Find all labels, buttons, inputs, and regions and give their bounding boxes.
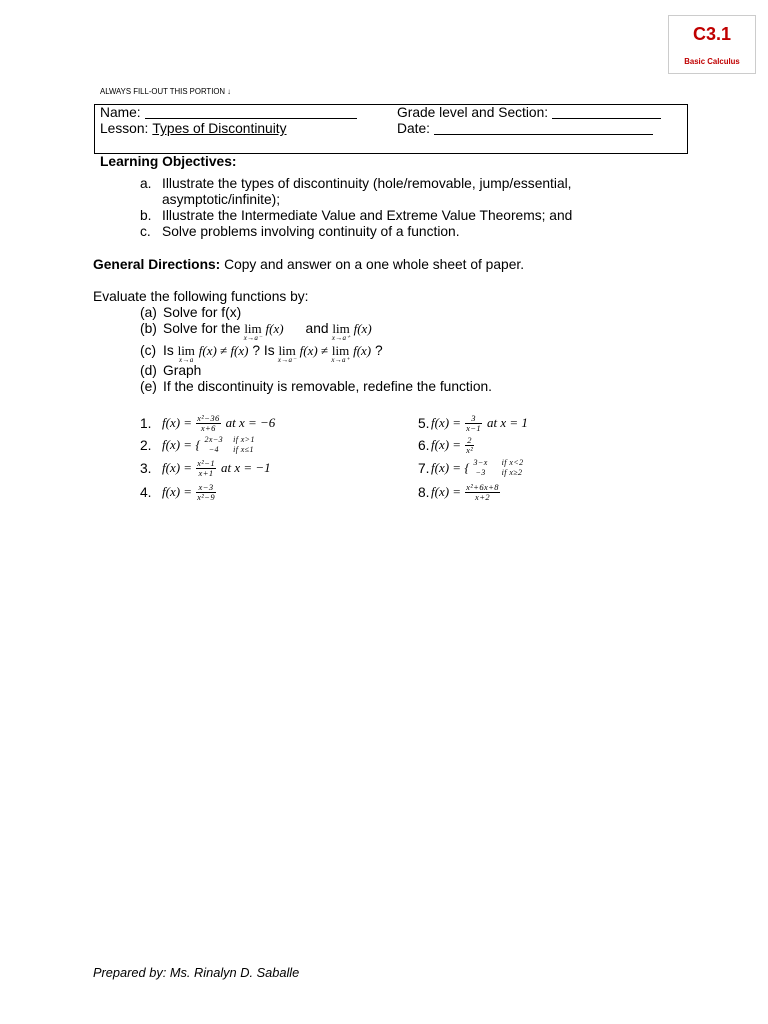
limit-operator: lim	[331, 343, 350, 358]
problem-2	[140, 435, 255, 455]
problem-number: 5.	[418, 415, 430, 431]
step-e	[140, 379, 492, 395]
general-directions	[93, 257, 524, 273]
prepared-by-footer: Prepared by: Ms. Rinalyn D. Saballe	[93, 965, 300, 980]
piecewise-cases	[474, 458, 524, 478]
denominator: x+6	[196, 423, 221, 433]
limit-subscript: x→a⁻	[277, 356, 297, 364]
limit-subscript: x→a⁺	[331, 356, 350, 364]
right-limit	[331, 343, 350, 364]
conjunction: and	[305, 321, 329, 336]
step-b	[140, 321, 372, 342]
point-condition: at x = 1	[487, 415, 528, 430]
limit-subscript: x→a	[178, 356, 194, 364]
step-marker: (d)	[140, 363, 157, 378]
step-text: Is	[263, 343, 275, 358]
case-condition: if x≤1	[233, 445, 254, 454]
limit-operator: lim	[177, 343, 195, 358]
numerator: x²+6x+8	[466, 481, 499, 492]
limit-subscript: x→a⁺	[331, 334, 351, 342]
function-lhs: f(x) = {	[162, 437, 201, 452]
denominator: x+1	[196, 468, 216, 478]
fraction	[196, 483, 216, 502]
objectives-heading: Learning Objectives:	[100, 154, 237, 169]
function-lhs: f(x) = {	[431, 460, 470, 475]
grade-section-field	[397, 105, 661, 121]
problem-number: 1.	[140, 415, 152, 431]
problem-5	[418, 413, 528, 433]
name-blank-line	[145, 118, 357, 119]
step-a	[140, 305, 241, 321]
objective-marker: a.	[140, 176, 152, 191]
numerator: x−3	[198, 481, 214, 492]
problem-8	[418, 482, 503, 502]
step-text: If the discontinuity is removable, redefine the function.	[163, 379, 493, 394]
problem-1	[140, 413, 275, 433]
problem-number: 2.	[140, 437, 152, 453]
lesson-title: Types of Discontinuity	[152, 121, 287, 136]
name-field	[100, 105, 357, 121]
fraction	[196, 459, 216, 478]
step-marker: (a)	[140, 305, 157, 320]
numerator: 2	[467, 434, 472, 445]
problem-number: 7.	[418, 460, 430, 476]
date-label: Date:	[397, 121, 430, 136]
function-lhs: f(x) =	[162, 484, 193, 499]
case-expression: −3	[475, 468, 486, 477]
limit-subscript: x→a⁻	[243, 334, 263, 342]
problem-number: 8.	[418, 484, 430, 500]
subject-name: Basic Calculus	[684, 57, 740, 66]
fraction	[465, 436, 474, 455]
function-lhs: f(x) =	[162, 415, 193, 430]
question-mark: ?	[374, 343, 383, 358]
case-expressions	[474, 458, 488, 478]
function-lhs: f(x) =	[162, 460, 193, 475]
fill-out-notice: ALWAYS FILL-OUT THIS PORTION ↓	[100, 87, 232, 96]
case-condition: if x>1	[233, 435, 255, 444]
grade-section-blank-line	[552, 118, 661, 119]
objectives-list	[140, 176, 642, 240]
denominator: x²	[466, 444, 474, 455]
point-condition: at x = −6	[225, 415, 276, 430]
objective-text: Solve problems involving continuity of a function.	[162, 224, 460, 239]
objective-item	[140, 208, 642, 224]
problem-3	[140, 458, 271, 478]
step-text: Graph	[163, 363, 202, 378]
case-expression: 3−x	[473, 458, 488, 467]
date-field	[397, 121, 653, 137]
objective-item	[140, 176, 642, 208]
numerator: x²−1	[197, 457, 215, 468]
name-label: Name:	[100, 105, 141, 120]
objective-marker: c.	[140, 224, 151, 239]
problem-4	[140, 482, 219, 502]
math-expression: f(x)	[353, 343, 372, 358]
grade-section-label: Grade level and Section:	[397, 105, 549, 120]
directions-text: Copy and answer on a one whole sheet of paper.	[224, 257, 525, 272]
piecewise-cases	[205, 435, 255, 455]
numerator: x²−36	[197, 412, 220, 423]
objective-text: Illustrate the types of discontinuity (hole/removable, jump/essential, asymptotic/infinite);	[162, 176, 572, 207]
function-lhs: f(x) =	[431, 415, 462, 430]
limit-operator: lim	[244, 321, 262, 336]
problem-7	[418, 458, 523, 478]
math-expression: f(x)	[353, 321, 372, 336]
step-text: Solve for the	[163, 321, 241, 336]
step-marker: (b)	[140, 321, 157, 336]
limit-operator: lim	[278, 343, 296, 358]
objective-item	[140, 224, 642, 240]
denominator: x−1	[466, 422, 482, 433]
question-mark: ?	[252, 343, 261, 358]
student-info-box	[94, 104, 688, 154]
fraction	[465, 414, 482, 433]
problem-number: 6.	[418, 437, 430, 453]
math-expression: f(x) ≠ f(x)	[198, 343, 249, 358]
module-code-badge	[668, 15, 756, 74]
left-limit	[277, 343, 297, 364]
case-conditions	[502, 458, 524, 478]
function-lhs: f(x) =	[431, 437, 462, 452]
case-condition: if x≥2	[501, 468, 523, 477]
problem-number: 4.	[140, 484, 152, 500]
denominator: x+2	[465, 492, 500, 502]
fraction	[465, 483, 500, 502]
problem-6	[418, 435, 477, 455]
case-expression: −4	[208, 445, 219, 454]
left-limit	[243, 321, 263, 342]
case-expressions	[205, 435, 224, 455]
lesson-field	[100, 121, 287, 137]
step-text: Solve for f(x)	[163, 305, 242, 320]
function-lhs: f(x) =	[431, 484, 462, 499]
case-condition: if x<2	[501, 458, 524, 467]
math-expression: f(x) ≠	[299, 343, 329, 358]
objective-text: Illustrate the Intermediate Value and Extreme Value Theorems; and	[162, 208, 573, 223]
evaluate-intro: Evaluate the following functions by:	[93, 289, 309, 304]
problem-number: 3.	[140, 460, 152, 476]
step-marker: (c)	[140, 343, 157, 358]
step-text: Is	[163, 343, 174, 358]
limit-operator: lim	[332, 321, 350, 336]
right-limit	[331, 321, 351, 342]
math-expression: f(x)	[265, 321, 284, 336]
objective-marker: b.	[140, 208, 152, 223]
case-conditions	[233, 435, 255, 455]
numerator: 3	[471, 412, 476, 423]
date-blank-line	[434, 134, 653, 135]
point-condition: at x = −1	[220, 460, 271, 475]
denominator: x²−9	[197, 491, 215, 502]
step-c	[140, 343, 383, 364]
directions-label: General Directions:	[93, 257, 221, 272]
case-expression: 2x−3	[204, 435, 224, 444]
step-d	[140, 363, 201, 379]
two-sided-limit	[177, 343, 195, 364]
step-marker: (e)	[140, 379, 157, 394]
fraction	[196, 414, 221, 433]
lesson-label: Lesson:	[100, 121, 149, 136]
module-code: C3.1	[692, 24, 732, 44]
